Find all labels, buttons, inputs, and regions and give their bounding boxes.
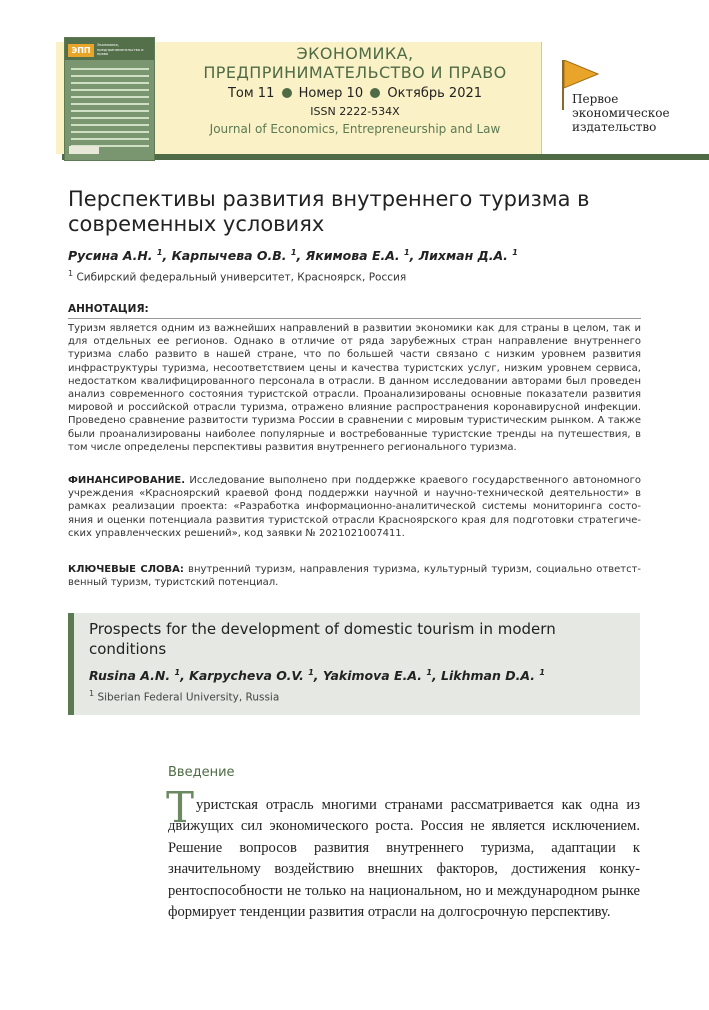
- author: Карпычева О.В.: [171, 248, 287, 264]
- journal-title-line-2: ПРЕДПРИНИМАТЕЛЬСТВО И ПРАВО: [203, 63, 507, 82]
- author: Karpycheva O.V.: [189, 668, 304, 684]
- issue-date: Октябрь 2021: [387, 86, 483, 101]
- funding: [68, 474, 641, 540]
- issue-info: [160, 85, 550, 102]
- author-sup: 1: [308, 668, 314, 677]
- authors: Русина А.Н. $^1$, Карпычева О.В. $^1$, Якимова Е.А. $^1$, Лихман Д.А. $^1$: [68, 248, 518, 264]
- volume: Том 11: [227, 86, 275, 101]
- affiliation-text: Сибирский федеральный университет, Красноярск, Россия: [76, 271, 407, 284]
- journal-title-ru: [160, 44, 550, 82]
- cover-journal-name: Экономика, предпринимательство и право: [97, 43, 144, 56]
- publisher-name: [572, 92, 702, 134]
- cover-contents-lines: [71, 68, 149, 152]
- affiliation-sup: 1: [89, 689, 95, 698]
- affiliation-sup: 1: [68, 269, 74, 278]
- author: Русина А.Н.: [68, 248, 153, 264]
- author: Якимова Е.А.: [305, 248, 400, 264]
- author: Rusina A.N.: [89, 668, 171, 684]
- keywords-text: внутренний туризм, направления туризма, культурный туризм, социально ответственный туризм, туристский потенциал.: [68, 564, 641, 589]
- english-title: Prospects for the development of domestic tourism in modern conditions: [89, 620, 556, 658]
- keywords-label: КЛЮЧЕВЫЕ СЛОВА:: [68, 564, 184, 575]
- abstract-text: Туризм является одним из важнейших направлений в развитии экономики как для страны в целом, так и для отдельных ее регионов. Однако в отличие от ряда зарубежных стран направление внутреннего туризма слабо развито в нашей стране, что по большей части связано с низким уровнем развития инфраструктуры туризма, несоответствием цены и качества туристских услуг, низким уровнем сервиса, недостатком квалифицированного персонала в отрасли. В данном исследовании авторами был проведен анализ современного состояния туристской отрасли. Проанализированы основные показатели развития мировой и российской отрасли туризма, отражено влияние распространения коронавирусной инфекции. Проведено сравнение развитости туризма России в сравнении с мировым туристическим рынком. А также были проанализированы наиболее популярные и востребованные туристские тренды на путешествия, в том числе определены перспективы развития внутреннего регионального туризма.: [68, 323, 641, 453]
- body-paragraph: уристская отрасль многими странами рассматривается как одна из движущих сил экономического роста. Россия не является исключением. Решение вопросов развития внутреннего туризма, адаптации к значительному воздействию внешних факторов, достижения конкурентоспособности не только на национальном, но и международном рынке формирует тенденции развития отрасли на долгосрочную перспективу.: [168, 797, 640, 921]
- journal-title-en: Journal of Economics, Entrepreneurship and Law: [209, 122, 501, 136]
- issn: ISSN 2222-534X: [310, 105, 400, 118]
- bullet-icon: [370, 88, 380, 98]
- author-sup: 1: [512, 248, 518, 257]
- drop-cap: Т: [166, 783, 195, 832]
- journal-cover-thumbnail: [64, 37, 155, 161]
- author-sup: 1: [404, 248, 410, 257]
- article-title: Перспективы развития внутреннего туризма в современных условиях: [68, 187, 590, 236]
- author-sup: 1: [290, 248, 297, 257]
- english-summary-box: [68, 613, 640, 715]
- english-affiliation: [89, 689, 629, 704]
- cover-footer: [69, 146, 99, 154]
- abstract-divider: [68, 318, 641, 319]
- english-authors: Rusina A.N. $^1$, Karpycheva O.V. $^1$, Yakimova E.A. $^1$, Likhman D.A. $^1$: [89, 668, 545, 684]
- author: Likhman D.A.: [441, 668, 535, 684]
- author-sup: 1: [539, 668, 545, 677]
- keywords: [68, 563, 641, 589]
- author: Лихман Д.А.: [418, 248, 508, 264]
- abstract-heading: АННОТАЦИЯ:: [68, 303, 149, 315]
- cover-badge: ЭПП: [68, 44, 94, 57]
- publisher-line-3: издательство: [572, 120, 657, 134]
- publisher-line-2: экономическое: [572, 106, 670, 120]
- section-heading: Введение: [168, 765, 235, 780]
- funding-text: Исследование выполнено при поддержке краевого государственного автономного учреждения «Красноярский краевой фонд поддержки научной и научно-технической деятельности» в рамках реализации проекта: «Разработка информационно-аналитической системы мониторинга состояния и оценки потенциала развития туристской отрасли Красноярского края для подготовки стратегических управленческих решений», код заявки № 2021021007411.: [68, 475, 641, 539]
- publisher-line-1: Первое: [572, 92, 619, 106]
- author: Yakimova E.A.: [322, 668, 422, 684]
- issue-number: Номер 10: [298, 86, 364, 101]
- author-sup: 1: [426, 668, 432, 677]
- affiliation: [68, 269, 668, 284]
- bullet-icon: [282, 88, 292, 98]
- flag-icon: [564, 60, 600, 90]
- author-sup: 1: [156, 248, 163, 257]
- author-sup: 1: [174, 668, 181, 677]
- journal-title-line-1: ЭКОНОМИКА,: [296, 44, 414, 63]
- funding-label: ФИНАНСИРОВАНИЕ.: [68, 475, 186, 486]
- affiliation-text: Siberian Federal University, Russia: [97, 691, 280, 704]
